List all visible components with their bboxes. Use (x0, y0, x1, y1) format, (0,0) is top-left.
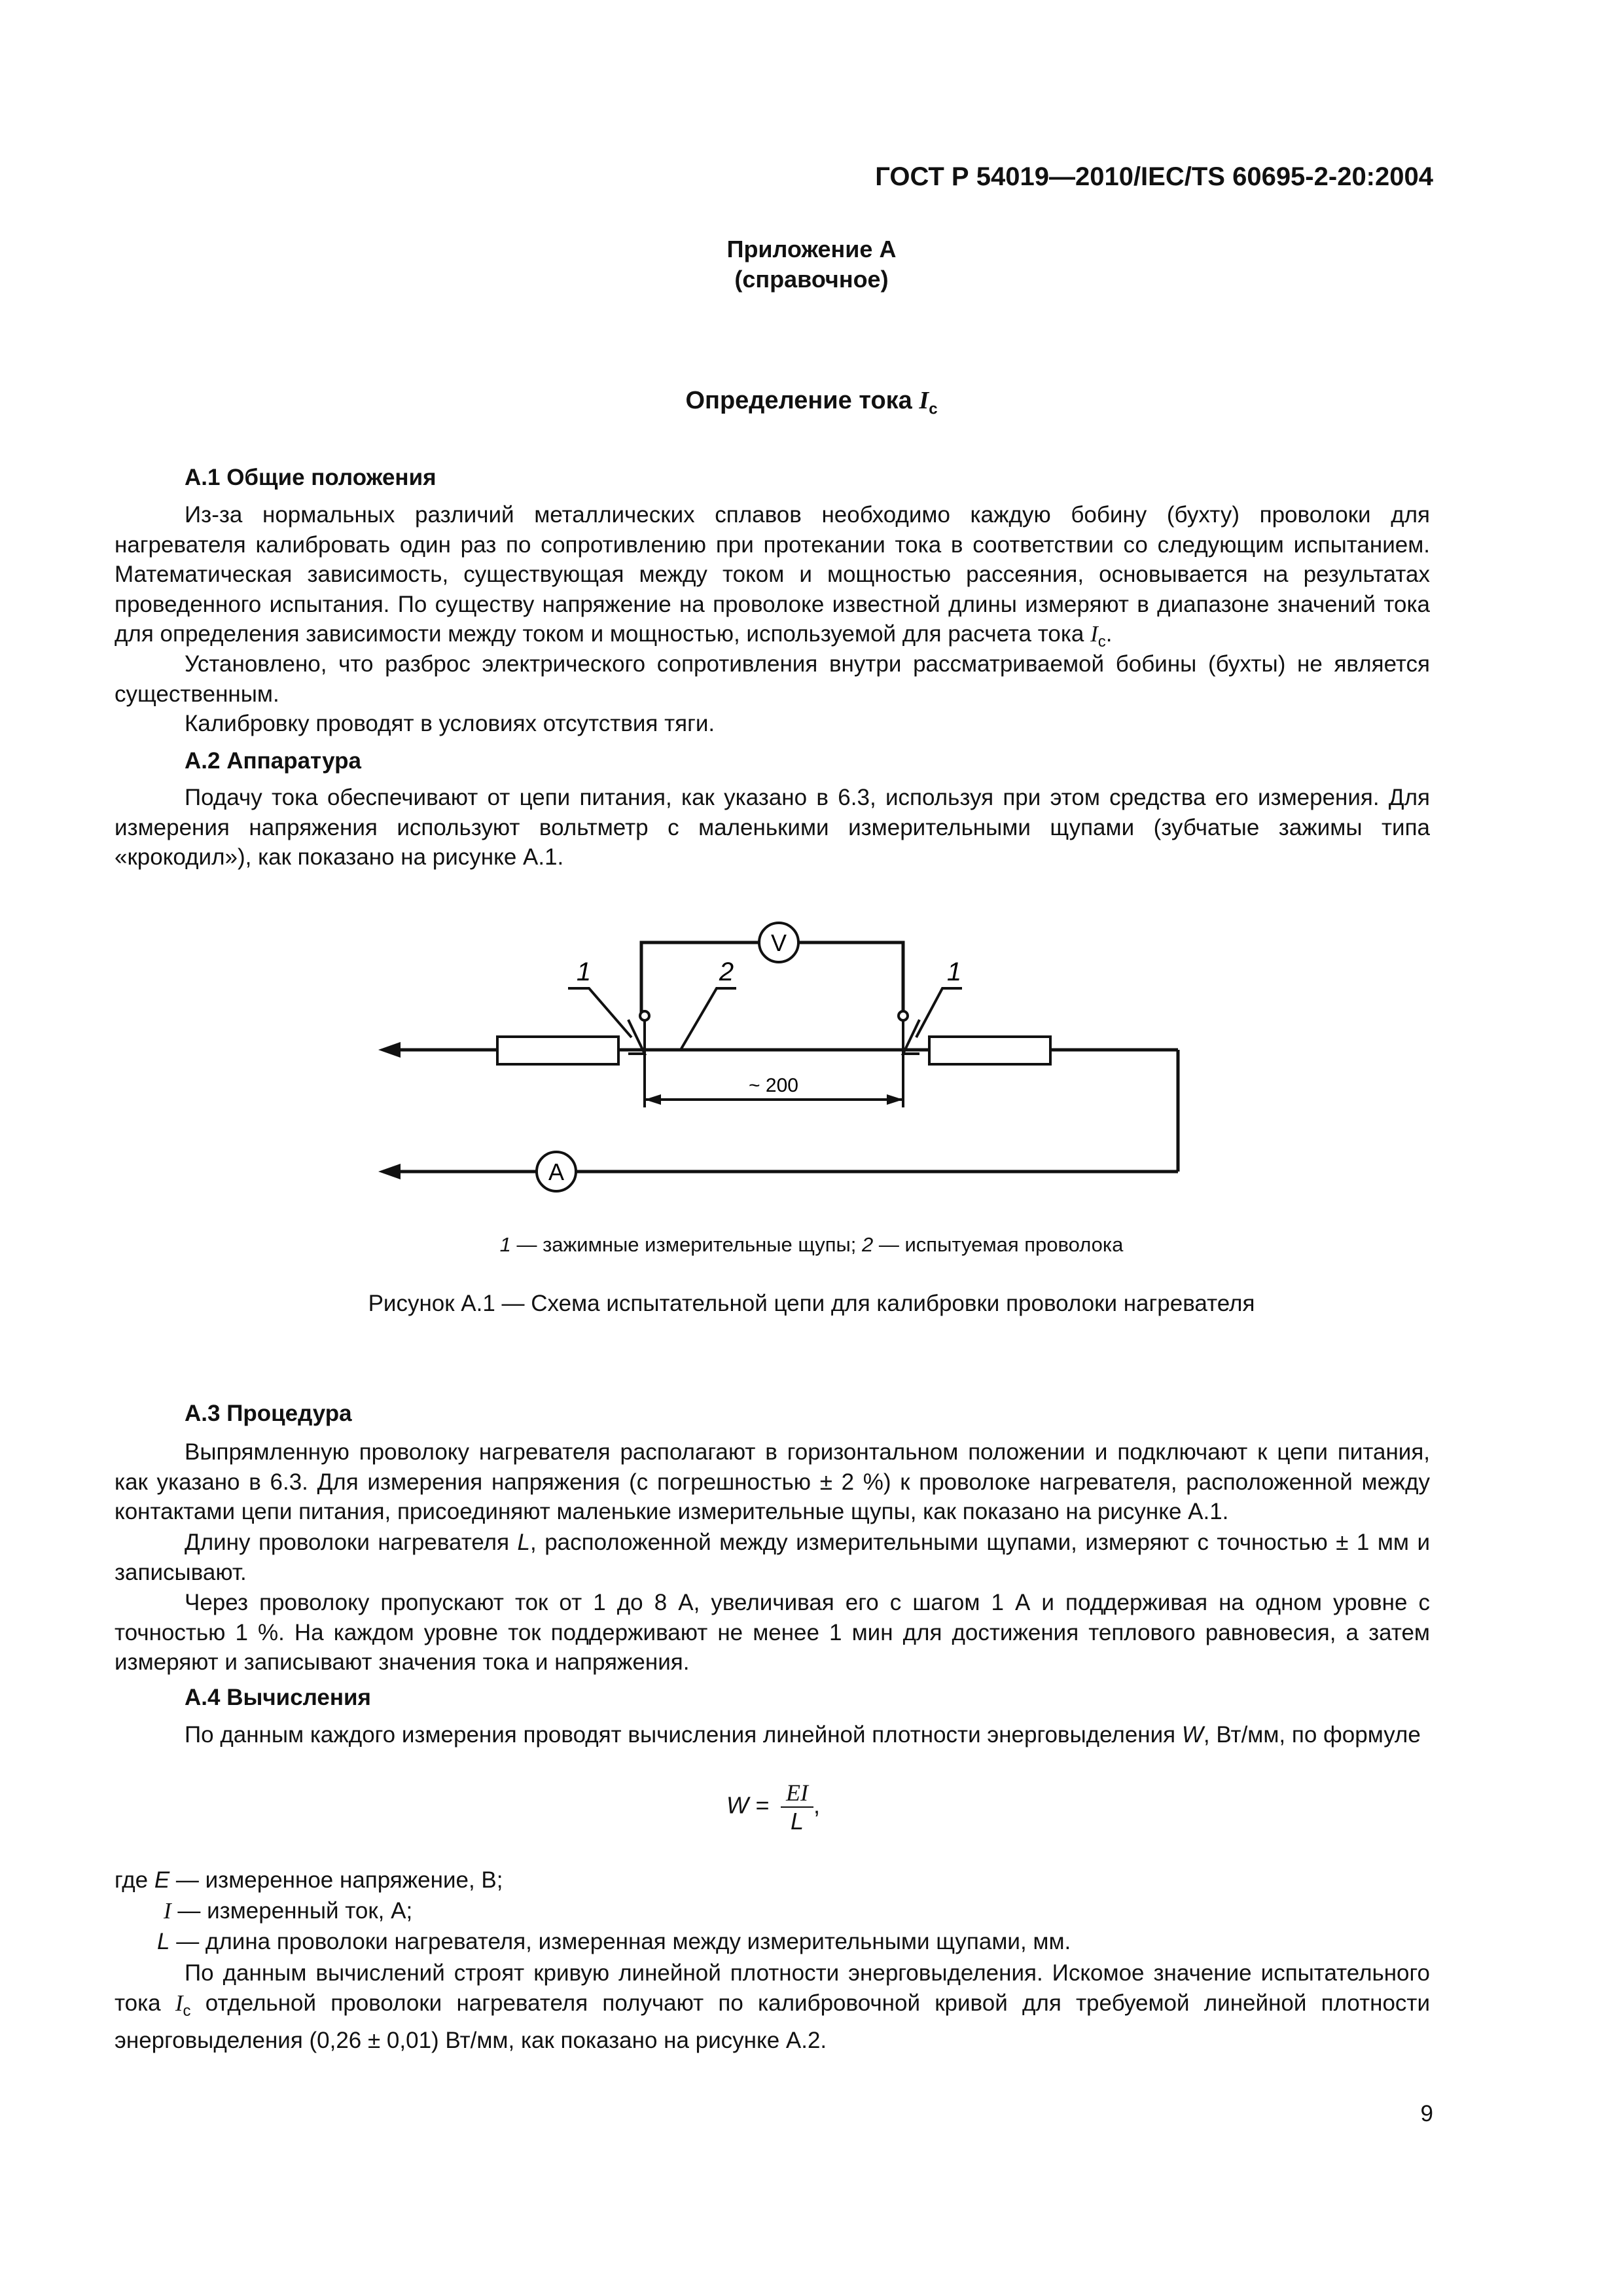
section-a4-p1-end: , Вт/мм, по формуле (1203, 1722, 1421, 1748)
section-a1-p1-symbol: I (1090, 621, 1098, 647)
annex-title-line1: Приложение А (726, 236, 897, 262)
where-l-text: — длина проволоки нагревателя, измеренная между измерительными щупами, мм. (169, 1929, 1071, 1954)
probe-terminal-right (899, 1011, 908, 1020)
resistor-right (929, 1037, 1050, 1064)
section-a3-p2-end: , расположенной между измерительными щупами, измеряют с точностью ± 1 мм и записывают. (115, 1530, 1430, 1585)
arrow-left-bottom (378, 1164, 401, 1179)
callout-test-wire: 2 (719, 958, 734, 986)
formula-numerator: EI (781, 1779, 813, 1808)
where-e-text: — измеренное напряжение, В; (169, 1867, 503, 1893)
formula-fraction (781, 1779, 813, 1835)
probe-terminal-left (640, 1011, 649, 1020)
arrow-left-top (378, 1042, 401, 1058)
doc-title-text: Определение тока (685, 387, 912, 414)
formula-lhs: W = (726, 1791, 770, 1819)
section-a4-p1-symbol: W (1181, 1722, 1204, 1748)
section-a1-heading: А.1 Общие положения (185, 465, 437, 490)
section-a1-paragraph-3: Калибровку проводят в условиях отсутствия тяги. (185, 711, 715, 736)
where-i (164, 1896, 412, 1926)
legend-text-1: — зажимные измерительные щупы; (510, 1233, 863, 1256)
annex-title (0, 234, 1623, 295)
legend-number-2: 2 (862, 1233, 874, 1256)
figure-a1-legend (0, 1233, 1623, 1257)
legend-number-1: 1 (499, 1233, 511, 1256)
section-a3-paragraph-3: Через проволоку пропускают ток от 1 до 8 А, увеличивая его с шагом 1 А и поддерживая на одном уровне с точностью 1 %. На каждом уровне ток поддерживают не менее 1 мин для достижения теплового равновесия, а затем измеряют и записывают значения тока и напряжения. (115, 1590, 1430, 1675)
standard-number-header: ГОСТ Р 54019—2010/IEC/TS 60695-2-20:2004 (875, 162, 1433, 191)
callout-probe-left: 1 (576, 958, 592, 986)
leader-probe-left (568, 988, 632, 1037)
where-e (115, 1865, 503, 1895)
annex-title-line2: (справочное) (734, 266, 889, 293)
section-a4-p2-sub: c (183, 2001, 191, 2020)
section-a4-p2-end: отдельной проволоки нагревателя получают по калибровочной кривой для требуемой линейной плотности энерговыделения (0,26 ± 0,01) Вт/мм, как показано на рисунке А.2. (115, 1990, 1431, 2053)
dimension-arrow-left (645, 1094, 661, 1105)
section-a3-paragraph-1: Выпрямленную проволоку нагревателя располагают в горизонтальном положении и подключают к цепи питания, как указано в 6.3. Для измерения напряжения (с погрешностью ± 2 %) к проволоке нагревателя, расположенной между контактами цепи питания, присоединяют маленькие измерительные щупы, как показано на рисунке А.1. (115, 1439, 1430, 1524)
legend-text-2: — испытуемая проволока (873, 1233, 1124, 1256)
section-a4-paragraph-2 (115, 1958, 1430, 2056)
section-a1-p1-end: . (1105, 621, 1113, 647)
doc-title (0, 386, 1623, 419)
formula-tail: , (813, 1791, 821, 1819)
leader-probe-right (916, 988, 962, 1037)
section-a4-p2-symbol: I (175, 1990, 183, 2016)
resistor-left (497, 1037, 618, 1064)
section-a1-p1-text: Из-за нормальных различий металлических сплавов необходимо каждую бобину (бухту) проволоки для нагревателя калибровать один раз по сопротивлению при протекании тока в соответствии со следующим испытанием. Математическая зависимость, существующая между током и мощностью рассеяния, основывается на результатах проведенного испытания. По существу напряжение на проволоке известной длины измеряют в диапазоне значений тока для определения зависимости между током и мощностью, используемой для расчета тока (115, 502, 1430, 647)
section-a3-p2-symbol: L (517, 1530, 530, 1555)
dimension-arrow-right (887, 1094, 903, 1105)
section-a1-p1-sub: c (1097, 633, 1106, 651)
where-l (157, 1927, 1071, 1957)
where-e-symbol: E (154, 1867, 170, 1893)
section-a4-heading: А.4 Вычисления (185, 1685, 371, 1710)
page-number: 9 (1420, 2101, 1433, 2126)
leader-test-wire (681, 988, 736, 1050)
section-a2-paragraph-1: Подачу тока обеспечивают от цепи питания, как указано в 6.3, используя при этом средства его измерения. Для измерения напряжения используют вольтметр с маленькими измерительными щупами (зубчатые зажимы типа «крокодил»), как показано на рисунке А.1. (115, 785, 1430, 870)
formula (726, 1779, 820, 1835)
voltmeter-lead-left (641, 942, 759, 1013)
where-l-symbol: L (157, 1929, 170, 1954)
section-a1-paragraph-1 (115, 500, 1430, 657)
where-i-symbol: I (164, 1898, 171, 1924)
section-a3-heading: А.3 Процедура (185, 1401, 352, 1426)
voltmeter-lead-right (798, 942, 903, 1013)
section-a3-paragraph-2 (115, 1528, 1430, 1587)
where-i-text: — измеренный ток, А; (171, 1898, 413, 1924)
section-a4-paragraph-1 (115, 1720, 1430, 1750)
figure-a1-circuit-diagram (0, 903, 1623, 1244)
section-a1-paragraph-2: Установлено, что разброс электрического сопротивления внутри рассматриваемой бобины (бухты) не является существенным. (115, 651, 1430, 707)
dimension-label: ~ 200 (749, 1075, 798, 1096)
doc-title-symbol: I (919, 387, 929, 414)
section-a4-p2-start: По данным вычислений строят кривую линейной плотности энерговыделения. Искомое значение испытательного тока (115, 1960, 1430, 2016)
formula-denominator: L (791, 1808, 804, 1835)
section-a3-p2-start: Длину проволоки нагревателя (185, 1530, 518, 1555)
section-a4-p1-start: По данным каждого измерения проводят вычисления линейной плотности энерговыделения (185, 1722, 1182, 1748)
doc-title-subscript: c (929, 400, 938, 418)
voltmeter-label: V (770, 929, 787, 956)
section-a2-heading: А.2 Аппаратура (185, 748, 361, 774)
callout-probe-right: 1 (946, 958, 962, 986)
ammeter-label: A (548, 1158, 565, 1185)
where-prefix: где (115, 1867, 154, 1893)
figure-a1-caption: Рисунок А.1 — Схема испытательной цепи для калибровки проволоки нагревателя (368, 1291, 1255, 1316)
